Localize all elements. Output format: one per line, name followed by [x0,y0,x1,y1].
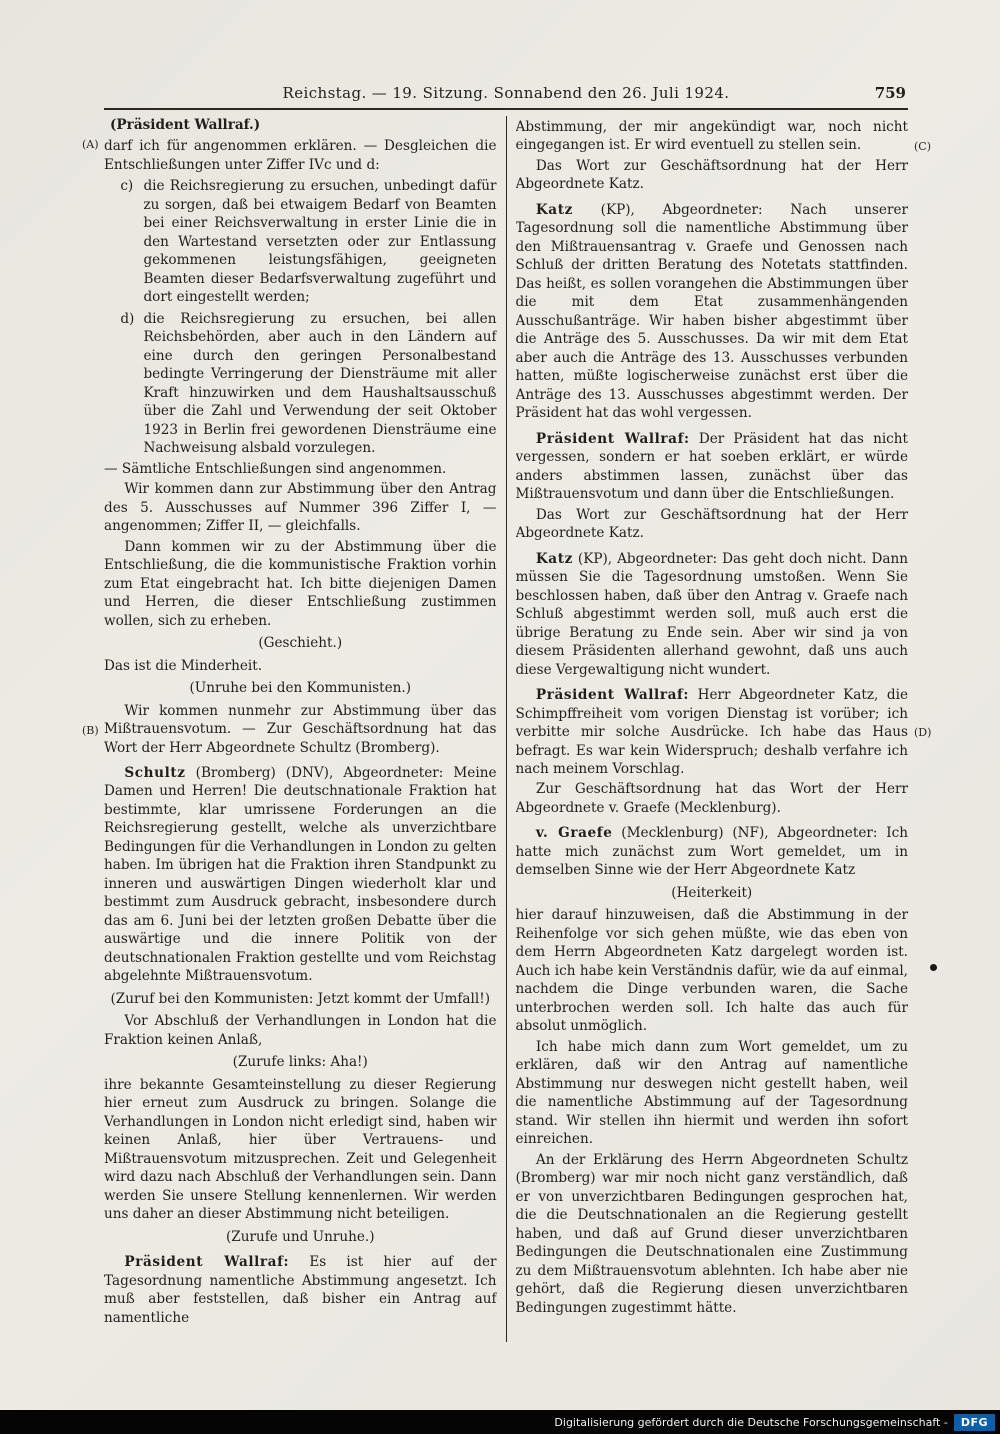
margin-marker-d: (D) [914,726,932,739]
speaker-name: Katz [535,201,573,218]
paragraph: darf ich für angenommen erklären. — Desgleichen die Entschließungen unter Ziffer IVc und d: [104,138,497,173]
paragraph: Abstimmung, der mir angekündigt war, noch nicht eingegangen ist. Er wird eventuell zu stellen sein. [515,119,908,154]
paragraph: Zur Geschäftsordnung hat das Wort der Herr Abgeordnete v. Graefe (Mecklenburg). [515,781,908,816]
paragraph: ihre bekannte Gesamteinstellung zu dieser Regierung hier erneut zum Ausdruck zu bringen. Solange die Verhandlungen in London nicht erledigt sind, haben wir keinen Anlaß, hier über Vertrauens- und Mißtrauensvotum mitzusprechen. Zeit und Gelegenheit wird dazu nach Abschluß der Verhandlungen sein. Dann werden Sie unsere Stellung kennenlernen. Wir werden uns daher an dieser Abstimmung nicht beteiligen. [104,1076,497,1223]
speech-paragraph: v. Graefe (Mecklenburg) (NF), Abgeordneter: Ich hatte mich zunächst zum Wort gemeldet, um in demselben Sinne wie der Herr Abgeordnete Katz [515,825,908,879]
stage-direction: (Unruhe bei den Kommunisten.) [189,680,412,697]
paragraph: Wir kommen dann zur Abstimmung über den Antrag des 5. Ausschusses auf Nummer 396 Ziffer I, — angenommen; Ziffer II, — gleichfalls. [104,481,497,535]
speaker-name: Präsident Wallraf: [535,687,690,704]
speaker-name: Schultz [124,764,186,781]
column-divider [506,116,507,1342]
speaker-name: Präsident Wallraf: [535,430,690,447]
paragraph: Dann kommen wir zu der Abstimmung über die Entschließung, die die kommunistische Fraktion vorhin zum Etat eingebracht hat. Ich bitte diejenigen Damen und Herren, die dieser Entschließung zustimmen wollen, sich zu erheben. [104,538,497,629]
stage-direction: (Heiterkeit) [671,884,753,901]
speech-paragraph: Schultz (Bromberg) (DNV), Abgeordneter: Meine Damen und Herren! Die deutschnationale Fraktion hat bestimmte, klar umrissene Forderungen an die Reichsregierung gestellt, welche als unverzichtbare Bedingungen für die Verhandlungen in London zu gelten haben. Im übrigen hat die Fraktion ihren Standpunkt zu inneren und auswärtigen Dingen wiederholt klar und bestimmt zum Ausdruck gebracht, insbesondere durch das am 6. Juni bei der letzten großen Debatte über die auswärtige und die innere Politik von der deutschnationalen Fraktion gestellte und vom Reichstag abgelehnte Mißtrauensvotum. [104,764,497,985]
paragraph: hier darauf hinzuweisen, daß die Abstimmung in der Reihenfolge vor sich gehen müßte, wie das eben von dem Herrn Abgeordneten Katz dargelegt worden ist. Auch ich habe kein Verständnis dafür, wie da auf einmal, nachdem die Dinge verbunden waren, die Sache unterbrochen werden soll. Ich halte das auch für absolut unmöglich. [515,907,908,1035]
resolution-item: d) die Reichsregierung zu ersuchen, bei allen Reichsbehörden, aber auch in den Ländern auf eine durch den geringen Personalbestand bedingte Verringerung der Diensträume mit aller Kraft hinzuwirken und dem Haushaltsausschuß über die Zahl und Verwendung der seit Oktober 1923 in Berlin frei gewordenen Diensträume eine Nachweisung alsbald vorzulegen. [120,310,497,457]
left-column [104,116,497,1342]
speech-paragraph: Präsident Wallraf: Es ist hier auf der Tagesordnung namentliche Abstimmung angesetzt. Ich muß aber feststellen, daß bisher ein Antrag auf namentliche [104,1254,497,1326]
resolution-item: c) die Reichsregierung zu ersuchen, unbedingt dafür zu sorgen, daß bei etwaigem Bedarf von Beamten bei einer Reichsverwaltung in erster Linie die in den Wartestand versetzten oder zur Entlassung gekommenen leistungsfähigen, geeigneten Beamten dieser Bedarfsverwaltung zugeführt und dort eingestellt werden; [120,178,497,306]
item-marker: d) [120,310,135,327]
page-header [104,84,908,110]
speaker-name: Präsident Wallraf: [124,1254,290,1271]
speech-paragraph: Katz (KP), Abgeordneter: Nach unserer Tagesordnung soll die namentliche Abstimmung über den Mißtrauensantrag v. Graefe und Genossen nach Schluß der dritten Beratung des Notetats stattfinden. Das heißt, es sollen vorangehen die Abstimmungen über die mit dem Etat zusammenhängenden Ausschußanträge. Wir haben bisher abgestimmt über die Anträge des 5. Ausschusses. Da wir mit dem Etat aber auch die Anträge des 13. Ausschusses verbunden hatten, müßte logischerweise zunächst erst über die Anträge des 13. Ausschusses abgestimmt werden. Der Präsident hat das wohl vergessen. [515,201,908,422]
paragraph: Das ist die Minderheit. [104,657,263,674]
stage-direction: (Geschieht.) [258,635,343,652]
continuation-heading: (Präsident Wallraf.) [110,117,261,133]
stage-direction: (Zuruf bei den Kommunisten: Jetzt kommt der Umfall!) [110,990,490,1007]
item-marker: c) [120,178,134,195]
speech-paragraph: Katz (KP), Abgeordneter: Das geht doch nicht. Dann müssen Sie die Tagesordnung umstoßen. Wenn Sie beschlossen haben, daß über den Antrag v. Graefe nach Schluß abgestimmt werden soll, muß auch erst die übrige Beratung zu Ende sein. Aber wir sind ja von diesem Präsidenten allerhand gewohnt, daß uns auch diese Vergewaltigung nicht wundert. [515,550,908,678]
page-number: 759 [874,84,906,102]
paragraph: Ich habe mich dann zum Wort gemeldet, um zu erklären, daß wir den Antrag auf namentliche Abstimmung nur deswegen nicht gestellt haben, weil die namentliche Abstimmung auf der Tagesordnung stand. Wir stellen ihn hiermit und werden ihn sofort einreichen. [515,1038,908,1148]
ink-spot-artifact [930,964,937,971]
paragraph: Das Wort zur Geschäftsordnung hat der Herr Abgeordnete Katz. [515,506,908,542]
speaker-name: Katz [535,550,573,567]
margin-marker-b: (B) [82,724,99,737]
speaker-name: v. Graefe [535,825,613,842]
speech-paragraph: Präsident Wallraf: Der Präsident hat das nicht vergessen, sondern er hat soeben erklärt, er würde anders abstimmen lassen, zunächst über das Mißtrauensvotum und dann über die Entschließungen. [515,430,908,503]
digitisation-footer [0,1410,1000,1434]
margin-marker-a: (A) [82,138,99,151]
right-column [516,116,909,1342]
speech-paragraph: Präsident Wallraf: Herr Abgeordneter Katz, die Schimpffreiheit vom vorigen Dienstag ist vorüber; ich verbitte mir solche Ausdrücke. Ich habe das Haus befragt. Es war kein Widerspruch; deshalb verfahre ich nach meinem Vorschlag. [515,687,908,777]
margin-marker-c: (C) [914,140,931,153]
dfg-logo: DFG [954,1414,995,1431]
running-title: Reichstag. — 19. Sitzung. Sonnabend den 26. Juli 1924. [282,84,730,102]
digitisation-credit: Digitalisierung gefördert durch die Deutsche Forschungsgemeinschaft - [554,1415,948,1429]
stage-direction: (Zurufe links: Aha!) [232,1054,368,1071]
paragraph: Wir kommen nunmehr zur Abstimmung über das Mißtrauensvotum. — Zur Geschäftsordnung hat das Wort der Herr Abgeordnete Schultz (Bromberg). [104,702,497,756]
paragraph: — Sämtliche Entschließungen sind angenommen. [104,460,447,477]
paragraph: Das Wort zur Geschäftsordnung hat der Herr Abgeordnete Katz. [515,157,908,193]
stage-direction: (Zurufe und Unruhe.) [225,1228,375,1245]
text-body [104,116,908,1342]
paragraph: Vor Abschluß der Verhandlungen in London hat die Fraktion keinen Anlaß, [104,1013,497,1048]
paragraph: An der Erklärung des Herrn Abgeordneten Schultz (Bromberg) war mir noch nicht ganz verständlich, daß er von unverzichtbaren Bedingungen gesprochen hat, die die Deutschnationalen an die Regierung gestellt haben, und daß auf Grund dieser unverzichtbaren Bedingungen die Deutschnationalen eine Zustimmung zu dem Mißtrauensvotum ablehnten. Ich habe aber nie gehört, daß die Regierung diesen unverzichtbaren Bedingungen zugestimmt hätte. [515,1151,908,1316]
